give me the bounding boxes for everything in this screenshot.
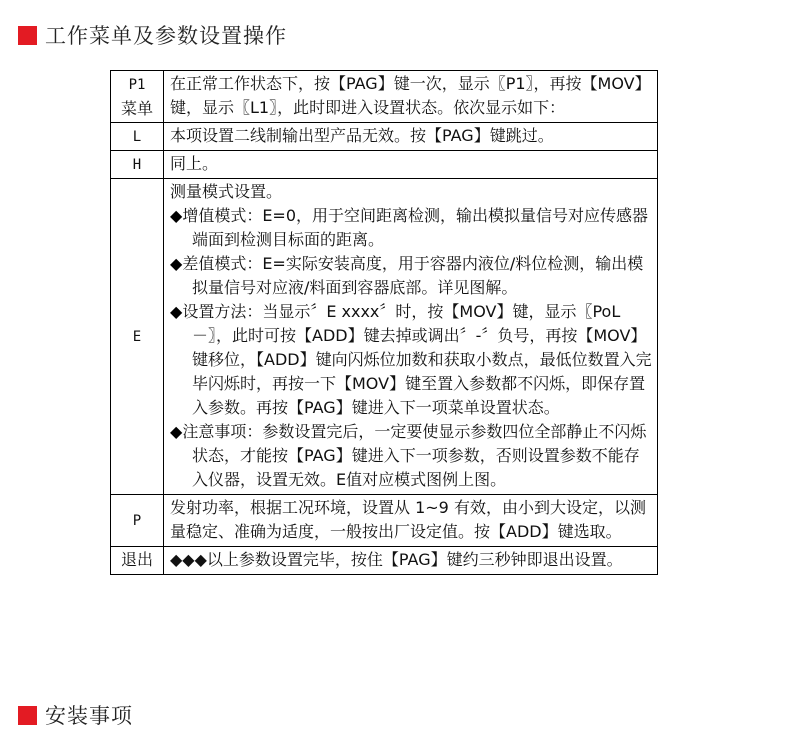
key-p1-label: 菜单 [120,98,153,118]
key-cell-e: E [111,179,164,495]
key-cell-h: H [111,151,164,179]
key-cell-p: P [111,495,164,547]
desc-cell-l: 本项设置二线制输出型产品无效。按【PAG】键跳过。 [164,123,658,151]
key-p1-code: P1 [128,76,146,93]
desc-cell-p1: 在正常工作状态下，按【PAG】键一次，显示〖P1〗，再按【MOV】键，显示〖L1〗，此时即进入设置状态。依次显示如下： [164,71,658,123]
e-item-notes: 注意事项：参数设置完后，一定要使显示参数四位全部静止不闪烁状态，才能按【PAG】键进入下一项参数，否则设置参数不能存入仪器，设置无效。E值对应模式图例上图。 [182,422,647,489]
section-header-menu-settings [18,20,287,50]
diamond-bullet-icon: ◆ [170,254,183,273]
desc-cell-exit: ◆◆◆以上参数设置完毕，按住【PAG】键约三秒钟即退出设置。 [164,547,658,575]
table-row-h [111,151,658,179]
table-row-exit [111,547,658,575]
desc-cell-p: 发射功率，根据工况环境，设置从 1~9 有效，由小到大设定，以测量稳定、准确为适度，一般按出厂设定值。按【ADD】键选取。 [164,495,658,547]
red-square-icon [18,26,37,45]
table-row-p [111,495,658,547]
key-cell-l: L [111,123,164,151]
list-item [170,420,654,492]
desc-cell-h: 同上。 [164,151,658,179]
key-exit-label: 退出 [120,550,153,569]
list-item [170,252,654,300]
list-item [170,300,654,420]
diamond-bullet-icon: ◆ [170,206,183,225]
table-row-p1 [111,71,658,123]
menu-settings-table [110,70,658,575]
section-header-installation [18,700,133,730]
section-title: 安装事项 [45,704,133,728]
e-item-setting-method: 设置方法：当显示〞E xxxx〞时，按【MOV】键，显示〖PoL －〗，此时可按【ADD】键去掉或调出〞-〞负号，再按【MOV】键移位，【ADD】键向闪烁位加数和获取小数点，最低位数置入完毕闪烁时，再按一下【MOV】键至置入参数都不闪烁，即保存置入参数。再按【PAG】键进入下一项菜单设置状态。 [182,302,652,417]
key-cell-p1 [111,71,164,123]
diamond-bullet-icon: ◆ [170,422,183,441]
diamond-bullet-icon: ◆ [170,302,183,321]
key-cell-exit [111,547,164,575]
desc-cell-e [164,179,658,495]
section-title: 工作菜单及参数设置操作 [45,24,287,48]
red-square-icon [18,706,37,725]
e-intro: 测量模式设置。 [170,182,283,201]
table-row-e [111,179,658,495]
e-item-difference-mode: 差值模式：E=实际安装高度，用于容器内液位/料位检测，输出模拟量信号对应液/料面到容器底部。详见图解。 [182,254,644,297]
list-item [170,204,654,252]
table-row-l [111,123,658,151]
e-item-increment-mode: 增值模式：E=0，用于空间距离检测，输出模拟量信号对应传感器端面到检测目标面的距离。 [182,206,649,249]
